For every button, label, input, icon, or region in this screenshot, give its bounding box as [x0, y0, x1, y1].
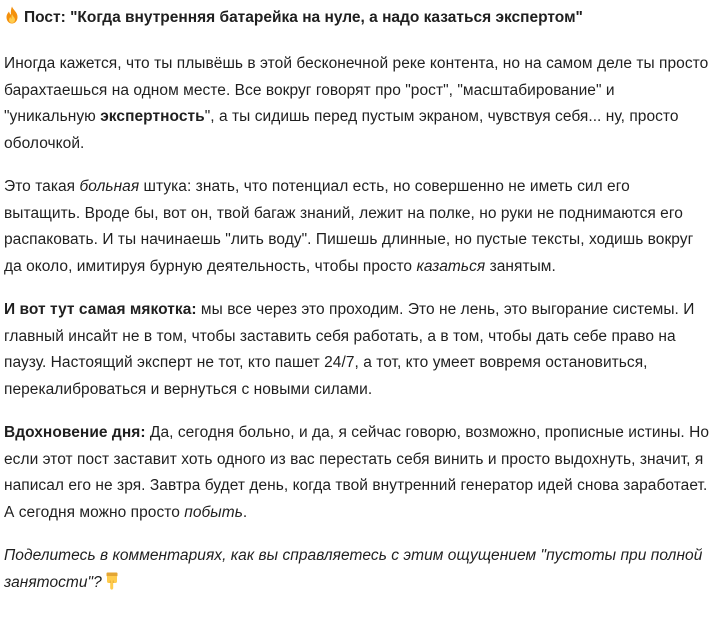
paragraph-2-italic-2: казаться	[416, 257, 486, 275]
paragraph-4-bold: Вдохновение дня:	[4, 424, 146, 441]
paragraph-3-text: мы все через это проходим. Это не лень, это выгорание системы. И главный инсайт не в том, чтобы заставить себя работать, а в том, чтобы дать себе право на паузу. Настоящий эксперт не тот, кто пашет 24/7, а тот, кто умеет вовремя остановиться, перекалиброваться и вернуться с новыми силами.	[4, 301, 695, 398]
paragraph-5	[4, 543, 710, 599]
paragraph-5-italic: Поделитесь в комментариях, как вы справляетесь с этим ощущением "пустоты при полной занятости"?	[4, 547, 703, 591]
paragraph-2-italic-1: больная	[79, 178, 140, 195]
paragraph-1-bold: экспертность	[100, 108, 205, 125]
paragraph-2-text-c: занятым.	[485, 257, 556, 275]
paragraph-2	[4, 174, 710, 280]
paragraph-1	[4, 51, 710, 157]
post-title-text: Пост: "Когда внутренняя батарейка на нуле, а надо казаться экспертом"	[24, 9, 583, 26]
paragraph-4-text: Да, сегодня больно, и да, я сейчас говорю, возможно, прописные истины. Но если этот пост заставит хоть одного из вас перестать себя винить и просто выдохнуть, значит, я написал его не зря. Завтра будет день, когда твой внутренний генератор идей снова заработает. А сегодня можно просто	[4, 424, 710, 521]
post-title	[4, 6, 710, 31]
fire-icon	[4, 6, 20, 31]
paragraph-3	[4, 297, 710, 403]
paragraph-4	[4, 420, 710, 526]
paragraph-2-text-b: штука: знать, что потенциал есть, но совершенно не иметь сил его вытащить. Вроде бы, вот он, твой багаж знаний, лежит на полке, но руки не поднимаются его распаковать. И ты начинаешь "лить воду". Пишешь длинные, но пустые тексты, ходишь вокруг да около, имитируя бурную деятельность, чтобы просто	[4, 178, 694, 275]
paragraph-3-bold: И вот тут самая мякотка:	[4, 301, 197, 318]
pointing-down-icon	[105, 572, 119, 600]
paragraph-4-end: .	[242, 503, 248, 521]
paragraph-2-text-a: Это такая	[4, 178, 80, 195]
paragraph-1-text-b: ", а ты сидишь перед пустым экраном, чувствуя себя... ну, просто оболочкой.	[4, 108, 679, 152]
paragraph-1-text-a: Иногда кажется, что ты плывёшь в этой бесконечной реке контента, но на самом деле ты просто барахтаешься на одном месте. Все вокруг говорят про "рост", "масштабирование" и "уникальную	[4, 55, 709, 125]
paragraph-4-italic: побыть	[184, 503, 243, 521]
